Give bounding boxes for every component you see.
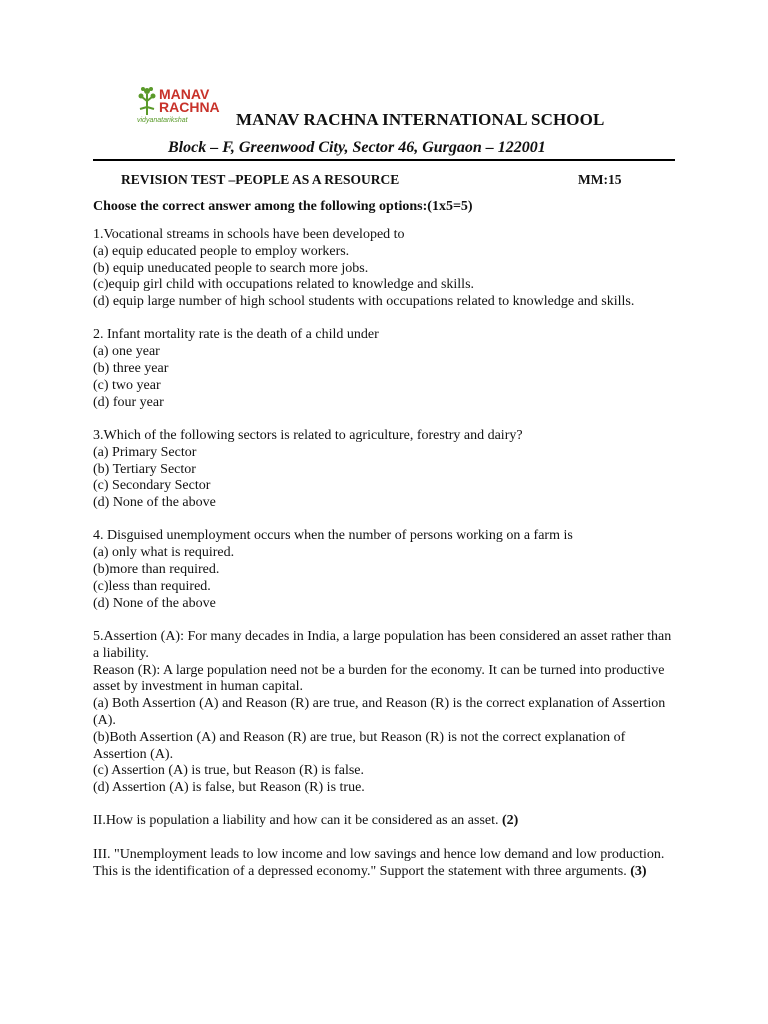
option-line: (a) Both Assertion (A) and Reason (R) are true, and Reason (R) is the correct explanation of Assertion (A). bbox=[93, 696, 666, 728]
option-line: (d) four year bbox=[93, 394, 164, 410]
question-line: 5.Assertion (A): For many decades in India, a large population has been considered an asset rather than a liability. bbox=[93, 628, 672, 661]
section-iii-question bbox=[93, 847, 673, 881]
option-line: (c)less than required. bbox=[93, 578, 211, 594]
logo-text-manav: MANAV bbox=[159, 86, 210, 102]
question-list bbox=[93, 227, 673, 897]
question-line: 1.Vocational streams in schools have been developed to bbox=[93, 227, 405, 242]
question-line: 2. Infant mortality rate is the death of a child under bbox=[93, 327, 379, 343]
option-line: (c) two year bbox=[93, 377, 161, 393]
logo-text-rachna: RACHNA bbox=[159, 99, 220, 115]
option-line: (c) Assertion (A) is true, but Reason (R) is false. bbox=[93, 763, 364, 779]
max-marks: MM:15 bbox=[578, 172, 622, 187]
option-line: (b)Both Assertion (A) and Reason (R) are true, but Reason (R) is not the correct explanation of Assertion (A). bbox=[93, 729, 626, 762]
option-line: (d) None of the above bbox=[93, 595, 216, 611]
option-line: (b) Tertiary Sector bbox=[93, 461, 196, 477]
logo-tagline: vidyanatarikshat bbox=[137, 117, 188, 124]
option-line: (a) equip educated people to employ workers. bbox=[93, 243, 350, 259]
school-address: Block – F, Greenwood City, Sector 46, Gurgaon – 122001 bbox=[168, 139, 546, 156]
instruction-text: Choose the correct answer among the following options:(1x5=5) bbox=[93, 199, 473, 214]
option-line: (d) None of the above bbox=[93, 495, 216, 511]
question-3 bbox=[93, 428, 673, 512]
question-2 bbox=[93, 327, 673, 411]
option-line: (d) equip large number of high school students with occupations related to knowledge and skills. bbox=[93, 294, 635, 310]
test-title: REVISION TEST –PEOPLE AS A RESOURCE bbox=[121, 172, 400, 187]
option-line: (a) one year bbox=[93, 344, 160, 360]
option-line: (b) equip uneducated people to search more jobs. bbox=[93, 260, 369, 276]
section-ii-text: II.How is population a liability and how can it be considered as an asset. bbox=[93, 813, 503, 829]
question-1 bbox=[93, 227, 673, 311]
header-divider bbox=[93, 159, 675, 161]
option-line: (a) only what is required. bbox=[93, 545, 235, 561]
option-line: (b) three year bbox=[93, 361, 169, 377]
school-name: MANAV RACHNA INTERNATIONAL SCHOOL bbox=[236, 110, 605, 129]
question-line: 3.Which of the following sectors is related to agriculture, forestry and dairy? bbox=[93, 427, 523, 443]
reason-line: Reason (R): A large population need not be a burden for the economy. It can be turned into productive asset by investment in human capital. bbox=[93, 662, 665, 695]
question-line: 4. Disguised unemployment occurs when the number of persons working on a farm is bbox=[93, 528, 573, 544]
section-ii-marks: (2) bbox=[502, 813, 519, 829]
option-line: (b)more than required. bbox=[93, 562, 220, 578]
option-line: (d) Assertion (A) is false, but Reason (R) is true. bbox=[93, 780, 365, 796]
question-4 bbox=[93, 528, 673, 612]
question-5 bbox=[93, 629, 673, 797]
section-ii-question bbox=[93, 813, 673, 830]
option-line: (c) Secondary Sector bbox=[93, 478, 211, 494]
option-line: (c)equip girl child with occupations related to knowledge and skills. bbox=[93, 277, 475, 293]
section-iii-text: III. "Unemployment leads to low income and low savings and hence low demand and low production. This is the identification of a depressed economy." Support the statement with three arguments. bbox=[93, 846, 665, 879]
section-iii-marks: (3) bbox=[630, 863, 647, 879]
option-line: (a) Primary Sector bbox=[93, 444, 197, 460]
logo-tree-icon bbox=[137, 85, 237, 125]
school-logo bbox=[137, 85, 237, 125]
